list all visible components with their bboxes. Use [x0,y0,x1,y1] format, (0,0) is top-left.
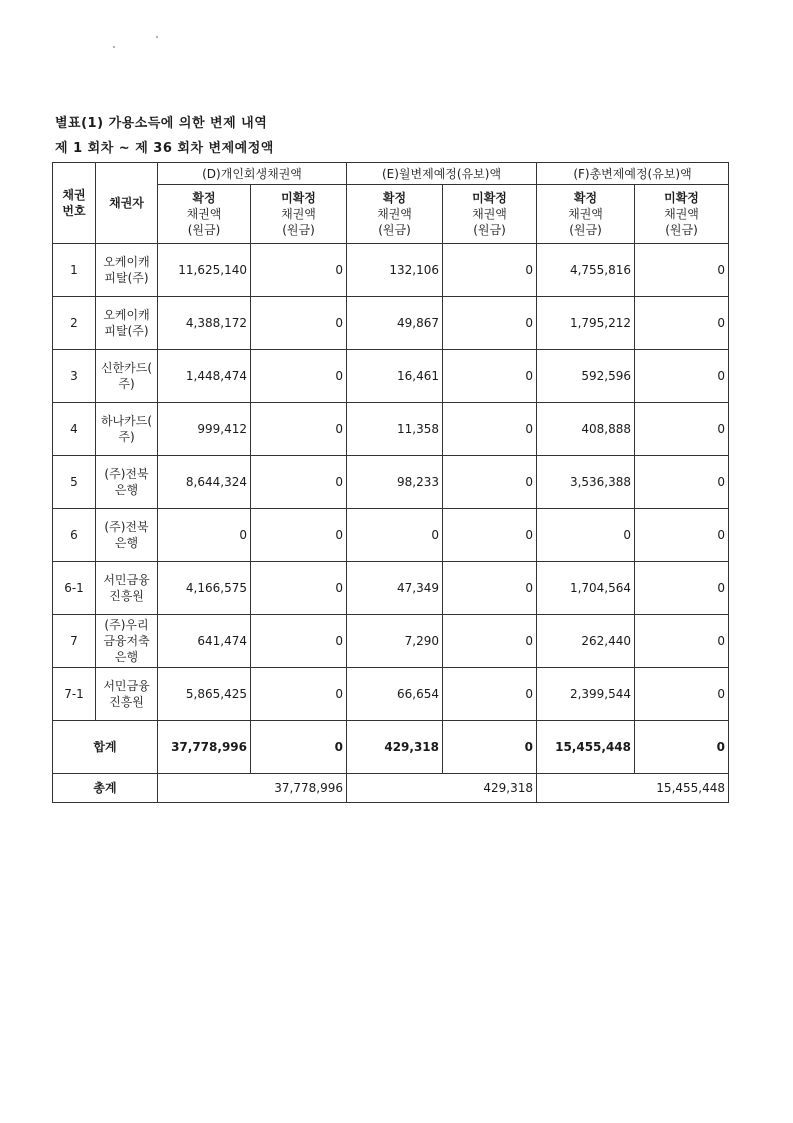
cell-no: 6-1 [53,562,96,615]
total-row [53,774,729,803]
cell-d-unconfirmed: 0 [251,244,347,297]
cell-e-unconfirmed: 0 [443,297,537,350]
document-subtitle: 제 1 회차 ~ 제 36 회차 변제예정액 [55,141,274,156]
cell-f-confirmed: 3,536,388 [537,456,635,509]
cell-d-confirmed: 0 [158,509,251,562]
cell-f-confirmed: 4,755,816 [537,244,635,297]
cell-d-unconfirmed: 0 [251,350,347,403]
header-creditor: 채권자 [96,163,158,244]
cell-f-unconfirmed: 0 [635,403,729,456]
cell-d-unconfirmed: 0 [251,509,347,562]
header-d-unconfirmed: 미확정 채권액 (원금) [251,185,347,244]
table-row [53,350,729,403]
cell-f-unconfirmed: 0 [635,668,729,721]
cell-e-confirmed: 16,461 [347,350,443,403]
table-row [53,244,729,297]
cell-f-unconfirmed: 0 [635,562,729,615]
cell-no: 6 [53,509,96,562]
cell-e-confirmed: 47,349 [347,562,443,615]
header-group-e: (E)월변제예정(유보)액 [347,163,537,185]
cell-e-confirmed: 7,290 [347,615,443,668]
cell-f-unconfirmed: 0 [635,244,729,297]
sum-e-confirmed: 429,318 [347,721,443,774]
total-e: 429,318 [347,774,537,803]
cell-creditor: (주)전북 은행 [96,456,158,509]
cell-f-unconfirmed: 0 [635,615,729,668]
document-title: 별표(1) 가용소득에 의한 변제 내역 [55,116,268,131]
cell-f-confirmed: 262,440 [537,615,635,668]
cell-d-confirmed: 8,644,324 [158,456,251,509]
sum-f-confirmed: 15,455,448 [537,721,635,774]
cell-f-unconfirmed: 0 [635,297,729,350]
table-row [53,562,729,615]
cell-e-confirmed: 98,233 [347,456,443,509]
cell-d-confirmed: 999,412 [158,403,251,456]
cell-creditor: 신한카드( 주) [96,350,158,403]
cell-f-unconfirmed: 0 [635,456,729,509]
cell-no: 7 [53,615,96,668]
cell-e-confirmed: 0 [347,509,443,562]
cell-no: 2 [53,297,96,350]
table-row [53,615,729,668]
cell-f-confirmed: 1,704,564 [537,562,635,615]
cell-creditor: 서민금융 진흥원 [96,668,158,721]
scan-speck [113,46,115,48]
cell-creditor: (주)우리 금융저축 은행 [96,615,158,668]
cell-creditor: (주)전북 은행 [96,509,158,562]
sum-d-unconfirmed: 0 [251,721,347,774]
header-e-confirmed: 확정 채권액 (원금) [347,185,443,244]
sum-f-unconfirmed: 0 [635,721,729,774]
cell-e-unconfirmed: 0 [443,615,537,668]
sum-d-confirmed: 37,778,996 [158,721,251,774]
cell-e-unconfirmed: 0 [443,350,537,403]
table-row [53,509,729,562]
cell-f-confirmed: 2,399,544 [537,668,635,721]
cell-e-unconfirmed: 0 [443,562,537,615]
header-group-d: (D)개인회생채권액 [158,163,347,185]
cell-no: 4 [53,403,96,456]
cell-f-confirmed: 0 [537,509,635,562]
cell-d-confirmed: 11,625,140 [158,244,251,297]
cell-creditor: 하나카드( 주) [96,403,158,456]
cell-d-confirmed: 5,865,425 [158,668,251,721]
cell-e-confirmed: 132,106 [347,244,443,297]
cell-f-unconfirmed: 0 [635,509,729,562]
cell-no: 1 [53,244,96,297]
header-f-unconfirmed: 미확정 채권액 (원금) [635,185,729,244]
cell-f-confirmed: 592,596 [537,350,635,403]
cell-no: 7-1 [53,668,96,721]
cell-e-unconfirmed: 0 [443,509,537,562]
header-creditor-no: 채권 번호 [53,163,96,244]
cell-creditor: 오케이캐 피탈(주) [96,244,158,297]
sum-label: 합계 [53,721,158,774]
cell-e-unconfirmed: 0 [443,403,537,456]
cell-creditor: 서민금융 진흥원 [96,562,158,615]
cell-f-unconfirmed: 0 [635,350,729,403]
repayment-table [52,162,729,803]
cell-f-confirmed: 1,795,212 [537,297,635,350]
cell-e-unconfirmed: 0 [443,244,537,297]
table-row [53,668,729,721]
sum-row [53,721,729,774]
cell-e-confirmed: 49,867 [347,297,443,350]
cell-d-unconfirmed: 0 [251,562,347,615]
sum-e-unconfirmed: 0 [443,721,537,774]
cell-e-confirmed: 66,654 [347,668,443,721]
cell-e-unconfirmed: 0 [443,456,537,509]
cell-e-confirmed: 11,358 [347,403,443,456]
table-row [53,456,729,509]
header-d-confirmed: 확정 채권액 (원금) [158,185,251,244]
cell-d-confirmed: 4,388,172 [158,297,251,350]
scan-speck [156,36,158,38]
cell-d-unconfirmed: 0 [251,668,347,721]
cell-no: 3 [53,350,96,403]
cell-creditor: 오케이캐 피탈(주) [96,297,158,350]
cell-d-unconfirmed: 0 [251,456,347,509]
cell-d-unconfirmed: 0 [251,297,347,350]
cell-d-unconfirmed: 0 [251,403,347,456]
cell-f-confirmed: 408,888 [537,403,635,456]
total-d: 37,778,996 [158,774,347,803]
cell-e-unconfirmed: 0 [443,668,537,721]
total-label: 총계 [53,774,158,803]
header-e-unconfirmed: 미확정 채권액 (원금) [443,185,537,244]
table-row [53,297,729,350]
cell-no: 5 [53,456,96,509]
cell-d-confirmed: 641,474 [158,615,251,668]
cell-d-unconfirmed: 0 [251,615,347,668]
table-row [53,403,729,456]
cell-d-confirmed: 4,166,575 [158,562,251,615]
cell-d-confirmed: 1,448,474 [158,350,251,403]
total-f: 15,455,448 [537,774,729,803]
header-f-confirmed: 확정 채권액 (원금) [537,185,635,244]
header-group-f: (F)총변제예정(유보)액 [537,163,729,185]
